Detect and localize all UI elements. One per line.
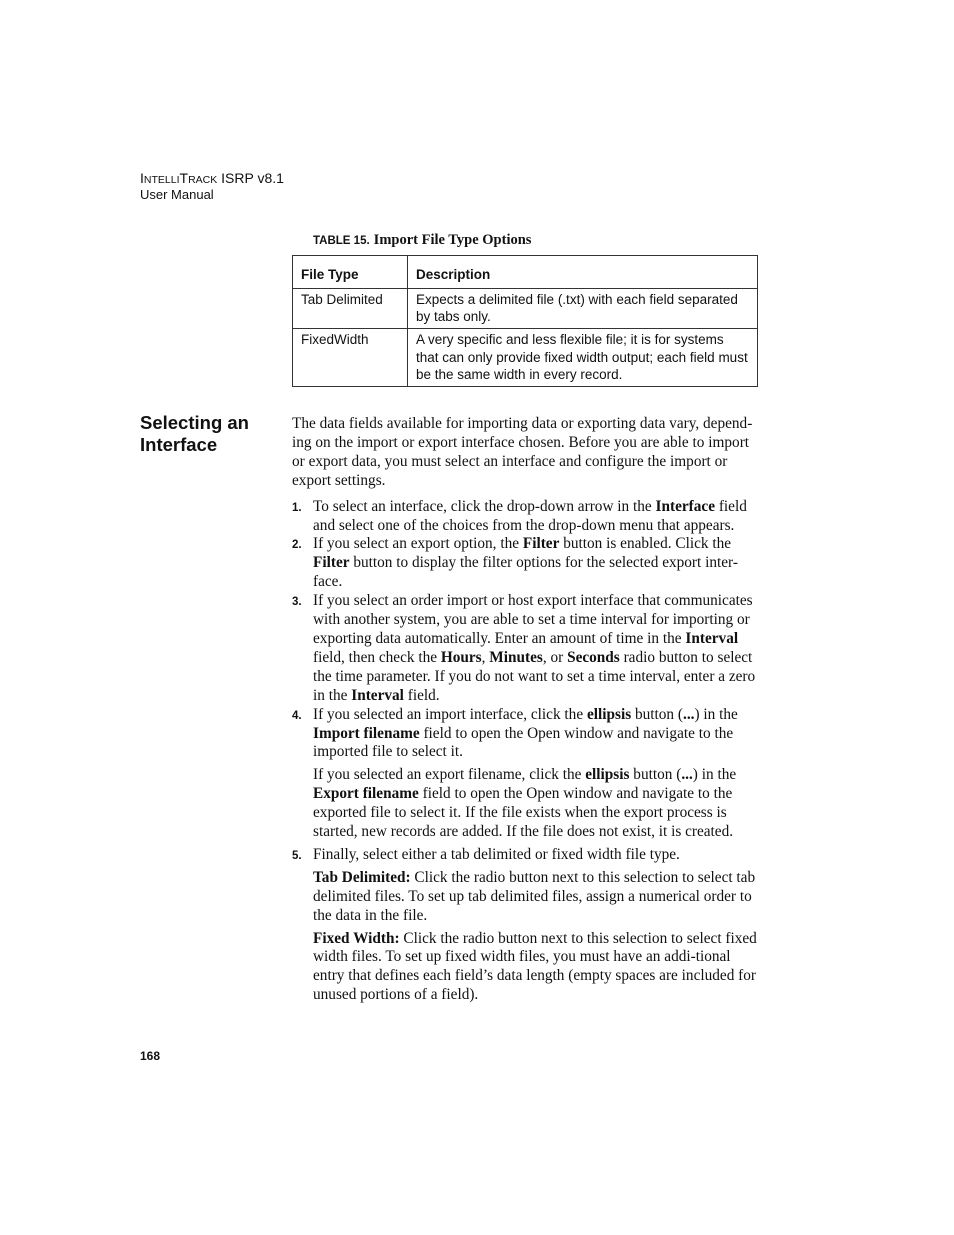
cell-description: Expects a delimited file (.txt) with each field separated by tabs only.	[408, 289, 758, 329]
step-number: 3.	[292, 596, 302, 609]
bold-term: Interval	[351, 686, 404, 704]
text-run: field, then check the	[313, 648, 441, 666]
text-run: If you selected an import interface, click the	[313, 705, 587, 723]
column-header-file-type: File Type	[293, 256, 408, 289]
bold-term: ...	[681, 766, 693, 784]
table-caption-title: Import File Type Options	[373, 232, 532, 248]
bold-term: Filter	[313, 554, 350, 572]
text-run: If you select an order import or host export interface that communicates with another system, you are able to set a time interval for importing or exporting data automatically. Enter an amount of time in the	[313, 592, 753, 647]
text-run: Click the radio button next to this selection to select tab delimited files. To set up tab delimited files, assign a numerical order to the data in the file.	[313, 868, 756, 924]
text-run: field to open the Open window and navigate to the exported file to select it. If the file exists when the export process is started, new records are added. If the file does not exist, it is created.	[313, 785, 734, 841]
bold-term: Interface	[655, 497, 716, 515]
bold-term: Filter	[522, 535, 560, 553]
text-run: field.	[403, 686, 440, 704]
step-number: 5.	[292, 849, 302, 862]
page-number: 168	[140, 1049, 161, 1063]
table-caption	[313, 231, 531, 250]
list-item	[292, 498, 760, 536]
list-item	[292, 846, 760, 865]
list-item	[292, 706, 760, 763]
bold-term: Interval	[685, 629, 739, 647]
text-run: ) in the	[692, 766, 737, 784]
text-run: If you select an export option, the	[313, 535, 523, 553]
step-sub-paragraph	[292, 766, 760, 842]
step-sub-paragraph	[292, 869, 760, 926]
bold-term: Seconds	[567, 648, 620, 666]
bold-term: Minutes	[489, 648, 543, 666]
list-item	[292, 535, 760, 592]
bold-term: ellipsis	[585, 766, 630, 784]
cell-description: A very specific and less flexible file; it is for systems that can only provide fixed width output; each field must be the same width in every record.	[408, 329, 758, 387]
text-run: button to display the filter options for the selected export inter-face.	[313, 554, 738, 591]
table-row	[293, 289, 758, 329]
intro-paragraph: The data fields available for importing data or exporting data vary, depend-ing on the import or export interface chosen. Before you are able to import or export data, you must select an interface and configure the import or export settings.	[292, 415, 753, 489]
cell-file-type: FixedWidth	[293, 329, 408, 387]
text-run: , or	[542, 648, 568, 666]
text-run: button (	[631, 705, 683, 723]
text-run: radio button to select the time parameter. If you do not want to set a time interval, enter a zero in the	[313, 648, 756, 704]
column-header-description: Description	[408, 256, 758, 289]
step-number: 4.	[292, 709, 302, 722]
running-header-title: INTELLITRACK ISRP v8.1	[140, 170, 284, 186]
bold-term: ...	[683, 705, 695, 723]
text-run: If you selected an export filename, click the	[313, 766, 586, 784]
table-row	[293, 329, 758, 387]
bold-term: Export filename	[313, 785, 419, 803]
table-caption-label: TABLE 15.	[313, 235, 370, 247]
text-run: To select an interface, click the drop-down arrow in the	[313, 497, 656, 515]
running-header-subtitle: User Manual	[140, 187, 214, 202]
text-run: ) in the	[694, 705, 738, 723]
step-number: 2.	[292, 539, 302, 552]
text-run: button is enabled. Click the	[559, 535, 732, 553]
section-body	[292, 415, 760, 1009]
text-run: ,	[481, 648, 490, 666]
text-run: field and select one of the choices from the drop-down menu that appears.	[313, 497, 747, 534]
list-item	[292, 592, 760, 705]
bold-term: Hours	[440, 648, 482, 666]
step-sub-paragraph	[292, 930, 760, 1006]
text-run: button (	[629, 766, 682, 784]
file-type-table	[292, 255, 758, 387]
numbered-steps	[292, 498, 760, 1006]
section-heading: Selecting an Interface	[140, 412, 249, 455]
bold-term: Fixed Width:	[313, 929, 400, 947]
text-run: Click the radio button next to this selection to select fixed width files. To set up fixed width files, you must have an addi-tional entry that defines each field’s data length (empty spaces are included for unused portions of a field).	[313, 929, 757, 1004]
table-header-row	[293, 256, 758, 289]
cell-file-type: Tab Delimited	[293, 289, 408, 329]
bold-term: Tab Delimited:	[313, 868, 411, 886]
step-number: 1.	[292, 501, 302, 514]
text-run: Finally, select either a tab delimited or fixed width file type.	[313, 845, 680, 863]
bold-term: ellipsis	[586, 705, 632, 723]
bold-term: Import filename	[313, 724, 420, 742]
text-run: field to open the Open window and navigate to the imported file to select it.	[313, 724, 734, 761]
